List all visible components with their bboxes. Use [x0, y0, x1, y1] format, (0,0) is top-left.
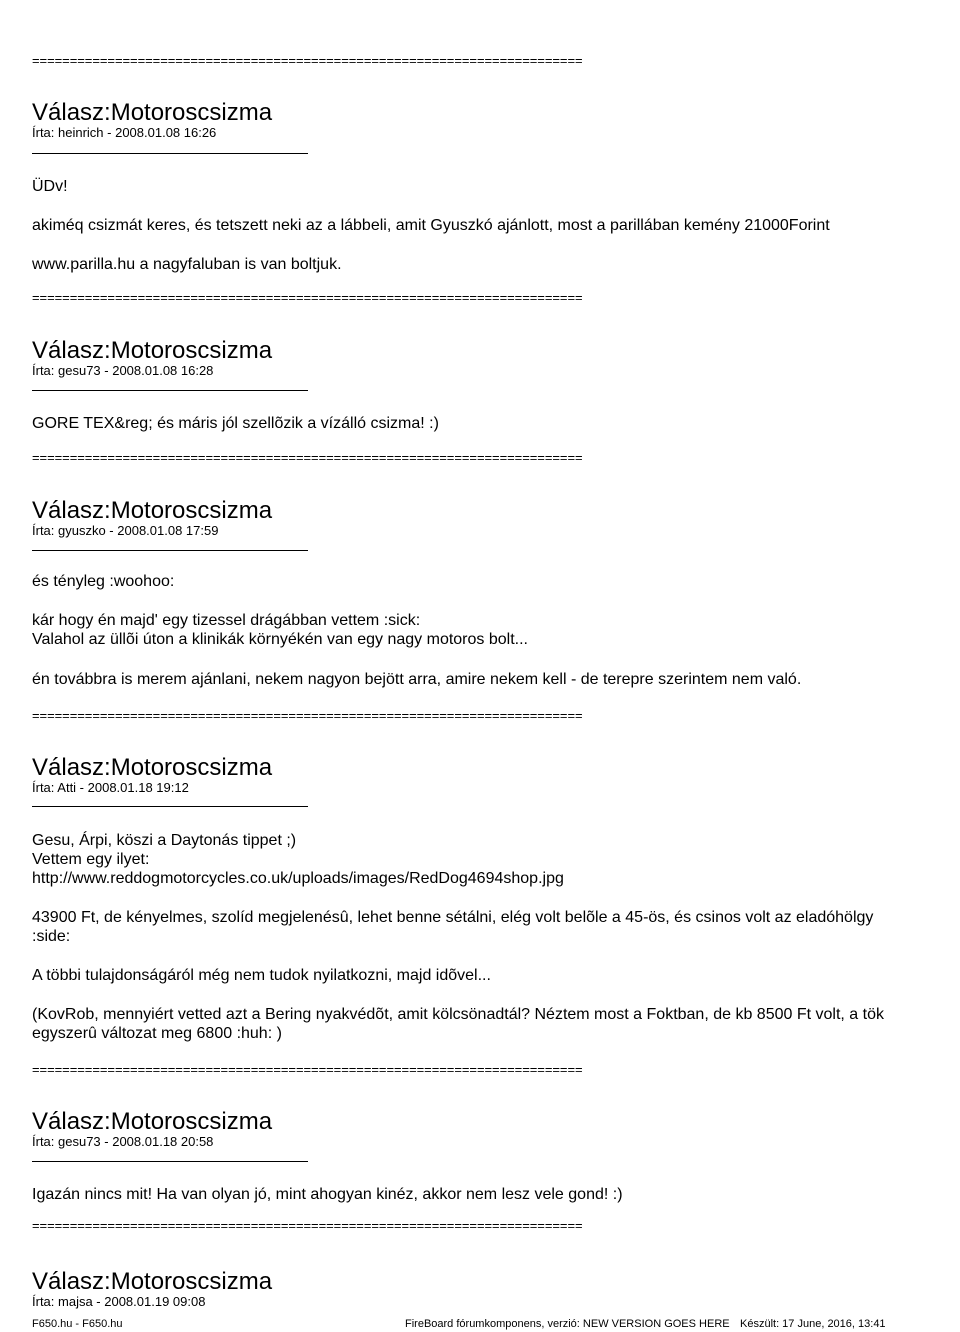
post-divider	[32, 390, 308, 391]
separator-5: =========================================================================	[32, 1062, 583, 1077]
post-title: Válasz:Motoroscsizma	[32, 1268, 273, 1295]
post-divider	[32, 550, 308, 551]
post-line: kár hogy én majd' egy tizessel drágábban vettem :sick:	[32, 612, 421, 629]
separator-6: =========================================================================	[32, 1218, 583, 1233]
post-meta: Írta: Atti - 2008.01.18 19:12	[32, 780, 189, 795]
post-title: Válasz:Motoroscsizma	[32, 99, 273, 126]
post-meta: Írta: gesu73 - 2008.01.08 16:28	[32, 363, 214, 378]
post-line: A többi tulajdonságáról még nem tudok nyilatkozni, majd idõvel...	[32, 967, 491, 984]
post-line: GORE TEX&reg; és máris jól szellõzik a vízálló csizma! :)	[32, 415, 439, 432]
footer-component: FireBoard fórumkomponens, verzió: NEW VERSION GOES HERE	[405, 1318, 730, 1330]
post-meta: Írta: gyuszko - 2008.01.08 17:59	[32, 523, 219, 538]
post-title: Válasz:Motoroscsizma	[32, 1108, 273, 1135]
post-divider	[32, 1161, 308, 1162]
post-line: :side:	[32, 928, 71, 945]
post-line: www.parilla.hu a nagyfaluban is van boltjuk.	[32, 256, 342, 273]
post-line: akiméq csizmát keres, és tetszett neki az a lábbeli, amit Gyuszkó ajánlott, most a parillában kemény 21000Forint	[32, 217, 830, 234]
post-line: Vettem egy ilyet:	[32, 851, 150, 868]
footer-generated: Készült: 17 June, 2016, 13:41	[740, 1318, 886, 1330]
post-divider	[32, 153, 308, 154]
separator-3: =========================================================================	[32, 450, 583, 465]
post-meta: Írta: heinrich - 2008.01.08 16:26	[32, 125, 217, 140]
post-line: Gesu, Árpi, köszi a Daytonás tippet ;)	[32, 832, 297, 849]
post-line: 43900 Ft, de kényelmes, szolíd megjelenésû, lehet benne sétálni, elég volt belõle a 45-ös, és csinos volt az eladóhölgy	[32, 909, 874, 926]
post-title: Válasz:Motoroscsizma	[32, 337, 273, 364]
post-line: és tényleg :woohoo:	[32, 573, 175, 590]
separator-2: =========================================================================	[32, 290, 583, 305]
post-link[interactable]: http://www.reddogmotorcycles.co.uk/uploads/images/RedDog4694shop.jpg	[32, 870, 564, 887]
post-title: Válasz:Motoroscsizma	[32, 754, 273, 781]
post-meta: Írta: gesu73 - 2008.01.18 20:58	[32, 1134, 214, 1149]
footer-site: F650.hu - F650.hu	[32, 1318, 123, 1330]
post-line: (KovRob, mennyiért vetted azt a Bering nyakvédõt, amit kölcsönadtál? Néztem most a Foktban, de kb 8500 Ft volt, a tök	[32, 1006, 884, 1023]
post-meta: Írta: majsa - 2008.01.19 09:08	[32, 1294, 206, 1309]
separator-4: =========================================================================	[32, 708, 583, 723]
post-title: Válasz:Motoroscsizma	[32, 497, 273, 524]
separator-1: =========================================================================	[32, 53, 583, 68]
post-divider	[32, 806, 308, 807]
post-line: egyszerû változat meg 6800 :huh: )	[32, 1025, 282, 1042]
post-line: én továbbra is merem ajánlani, nekem nagyon bejött arra, amire nekem kell - de terepre szerintem nem való.	[32, 671, 802, 688]
post-line: ÜDv!	[32, 178, 68, 195]
post-line: Valahol az üllõi úton a klinikák környékén van egy nagy motoros bolt...	[32, 631, 528, 648]
post-line: Igazán nincs mit! Ha van olyan jó, mint ahogyan kinéz, akkor nem lesz vele gond! :)	[32, 1186, 623, 1203]
